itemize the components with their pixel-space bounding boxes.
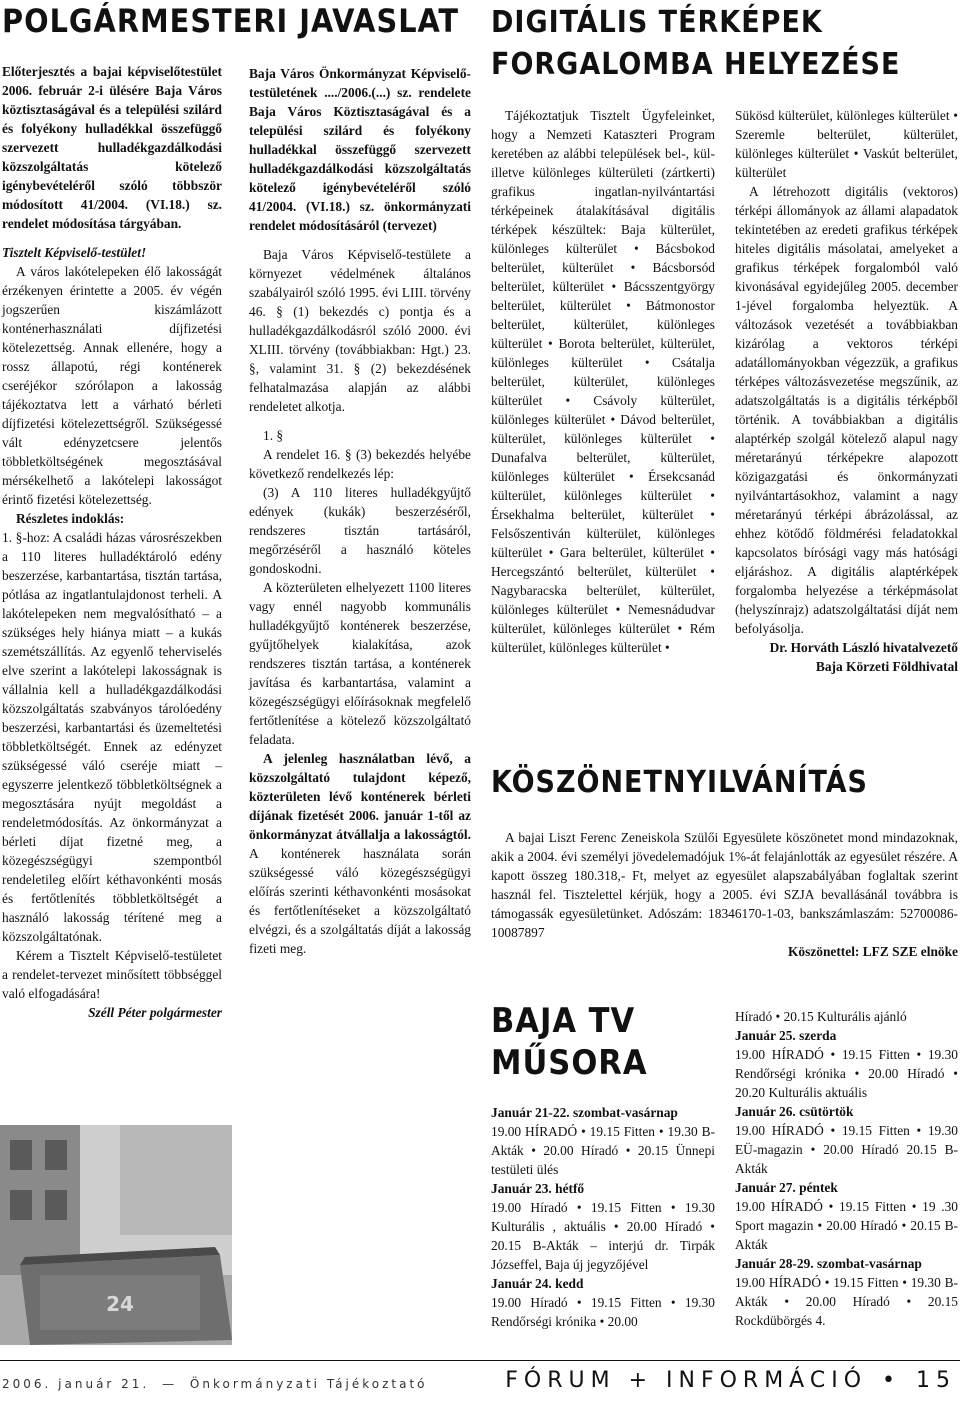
- decree-heading: Baja Város Önkormányzat Képviselő-testületének ..../2006.(...) sz. rendelete Baja Város Köztisztaságával és a települési szilárd és folyékony hulladékkal összefüggő szervezett hulladékgazdálkodási közszolgáltatás kötelező igénybevételéről szóló 41/2004. (VI.18.) sz. önkormányzati rendelet módosításáról (tervezet): [249, 66, 471, 233]
- tv-day: Január 24. kedd: [491, 1276, 584, 1291]
- maps-column-2: [735, 106, 958, 676]
- tv-title: [491, 1000, 648, 1084]
- tv-day: Január 25. szerda: [735, 1028, 837, 1043]
- tv-column-2: [735, 1007, 958, 1330]
- proposal-paragraph: A város lakótelepeken élő lakosságát érzékenyen érintette a 2005. év végén jogszerűen kiszámlázott konténerhasználati díjfizetési kötelezettség. Annak ellenére, hogy a rossz állapotú, régi konténerek cseréjékor szórólapon a lakosság tájékoztatva lett a várható bérleti díjfizetési kötelezettségről. Szükségessé vált edényzetcsere jelentős többletköltségének megosztásával mérsékelhető a lakótelepi lakosságot érintő fizetési kötelezettség.: [2, 264, 222, 507]
- maps-settlements: Sükösd külterület, különleges külterület • Szeremle belterület, külterület, különleges külterület • Vaskút belterület, külterület: [735, 108, 958, 180]
- footer-date: 2006. január 21.: [2, 1377, 150, 1391]
- tv-day: Január 21-22. szombat-vasárnap: [491, 1105, 678, 1120]
- decree-text: A konténerek használata során szükségessé váló közegészségügyi előírás szerinti kéthavonkénti mosásokat és fertőtlenítéseket a közszolgáltató elvégzi, és a szolgáltatás díját a lakosság fizeti meg.: [249, 846, 471, 956]
- footer-brand: FÓRUM + INFORMÁCIÓ: [505, 1368, 868, 1393]
- container-number: 24: [106, 1292, 134, 1316]
- maps-title: [491, 2, 900, 86]
- maps-paragraph: A létrehozott digitális (vektoros) térképi állományok az állami alapadatok tekintetében az eredeti grafikus térképek hiteles digitális másolatai, amelyeket a grafikus térképek forgalomból való kivonásával egyidejűleg 2005. december 1-jével forgalomba helyeztük. A változások vezetését a továbbiakban kizárólag a vektoros térképi adatállományokban végezzük, a grafikus térképes változásvezetése megszűnik, az adatszolgáltatás is a digitális térképből történik. A továbbiakban a digitális alaptérkép szolgál kötelező alapul nagy méretarányú térképekre alapozott közigazgatási és önkormányzati nyilvántartásokhoz, valamint a nagy méretarányú térképi ábrázolással, az ehhez kötődő földmérési feladatokkal kapcsolatos bírósági vagy más hatósági eljáráshoz. A digitális alaptérképek forgalomba helyezése a térképmásolat (helyszínrajz) adatszolgáltatási díját nem befolyásolja.: [735, 184, 958, 636]
- thanks-body: [491, 828, 958, 961]
- tv-programs: 19.00 Híradó • 19.15 Fitten • 19.30 Kulturális , aktuális • 20.00 Híradó • 20.15 B-Akták – interjú dr. Tirpák Józseffel, Baja új jegyzőjével: [491, 1200, 715, 1272]
- tv-programs: Híradó • 20.15 Kulturális ajánló: [735, 1009, 907, 1024]
- footer-bullet: •: [882, 1368, 901, 1393]
- tv-programs: 19.00 Híradó • 19.15 Fitten • 19.30 Rendőrségi krónika • 20.00: [491, 1295, 715, 1329]
- middle-column: [249, 64, 471, 958]
- maps-title-line1: DIGITÁLIS TÉRKÉPEK: [491, 5, 823, 40]
- thanks-paragraph: A bajai Liszt Ferenc Zeneiskola Szülői Egyesülete köszönetet mond mindazoknak, akik a 2004. évi személyi jövedelemadójuk 1%-át felajánlották az egyesület részére. A kapott összeg 180.318,- Ft, melyet az egyesület alapszabályában foglaltak szerint használ fel. Tisztelettel kérjük, hogy a 2005. évi SZJA bevallásánál továbbra is támogassák egyesületünket. Adószám: 18346170-1-03, bankszámlaszám: 52700086-10087897: [491, 830, 958, 940]
- footer: [0, 1360, 960, 1400]
- proposal-paragraph: Kérem a Tisztelt Képviselő-testületet a rendelet-tervezet minősített többséggel való elfogadására!: [2, 948, 222, 1001]
- page-number: 15: [916, 1368, 956, 1393]
- tv-programs: 19.00 HÍRADÓ • 19.15 Fitten • 19.30 B-Akták • 20.00 Híradó • 20.15 Rockdübörgés 4.: [735, 1275, 958, 1328]
- container-photo: [0, 1125, 232, 1345]
- details-heading: Részletes indoklás:: [16, 511, 125, 526]
- decree-bold-text: A jelenleg használatban lévő, a közszolgáltató tulajdont képező, közterületen lévő konténerek bérleti díjának fizetését 2006. január 1-től az önkormányzat átvállalja a lakosságtól.: [249, 751, 471, 842]
- tv-title-line2: MŰSORA: [491, 1043, 648, 1083]
- maps-column-1: [491, 106, 715, 657]
- tv-programs: 19.00 HÍRADÓ • 19.15 Fitten • 19.30 EÜ-magazin • 20.00 Híradó 20.15 B-Akták: [735, 1123, 958, 1176]
- decree-paragraph: A közterületen elhelyezett 1100 literes vagy ennél nagyobb kommunális hulladékgyűjtő konténerek beszerzése, gyűjtőhelyek kialakítása, azok rendszeres tisztán tartása, a konténerek javítása és karbantartása, valamint a közegészségügyi előírásoknak megfelelő fertőtlenítése a kötelező közszolgáltató feladata.: [249, 580, 471, 747]
- decree-paragraph: A rendelet 16. § (3) bekezdés helyébe következő rendelkezés lép:: [249, 447, 471, 481]
- signature: Széll Péter polgármester: [88, 1005, 222, 1020]
- container-photo-graphic: [0, 1125, 232, 1345]
- tv-day: Január 26. csütörtök: [735, 1104, 854, 1119]
- footer-publication: Önkormányzati Tájékoztató: [189, 1377, 428, 1391]
- tv-programs: 19.00 HÍRADÓ • 19.15 Fitten • 19.30 B-Akták • 20.00 Híradó • 20.15 Ünnepi testületi ülés: [491, 1124, 715, 1177]
- tv-day: Január 27. péntek: [735, 1180, 838, 1195]
- tv-title-line1: BAJA TV: [491, 1001, 636, 1041]
- left-section-title: POLGÁRMESTERI JAVASLAT: [2, 2, 459, 40]
- maps-signature-name: Dr. Horváth László hivatalvezető: [769, 640, 958, 655]
- tv-programs: 19.00 HÍRADÓ • 19.15 Fitten • 19.30 Rendőrségi krónika • 20.00 Híradó • 20.20 Kulturális aktuális: [735, 1047, 958, 1100]
- proposal-intro: Előterjesztés a bajai képviselőtestület 2006. február 2-i ülésére Baja Város köztisztaságával és a települési szilárd és folyékony hulladékkal összefüggő szervezett hulladékgazdálkodási közszolgáltatás kötelező igénybevételéről szóló többször módosított 41/2004. (VI.18.) sz. rendelet módosítása tárgyában.: [2, 64, 222, 231]
- tv-day: Január 23. hétfő: [491, 1181, 585, 1196]
- tv-column-1: [491, 1103, 715, 1331]
- footer-dash: —: [162, 1377, 178, 1391]
- maps-paragraph: Tájékoztatjuk Tisztelt Ügyfeleinket, hogy a Nemzeti Kataszteri Program keretében az alábbi települések bel-, kül- illetve különleges külterületi (zártkerti) grafikus ingatlan-nyilvántartási térképeinek átalakításával digitális térképek készültek: Baja külterület, különleges külterület • Bácsbokod belterület, külterület • Bácsborsód belterület, külterület • Bácsszentgyörgy belterület, külterület • Bátmonostor belterület, külterület, különleges külterület • Borota belterület, külterület, különleges külterület • Csátalja belterület, külterület, különleges külterület • Csávoly külterület, különleges külterület • Dávod belterület, külterület, különleges külterület • Dunafalva belterület, külterület, különleges külterület • Érsekcsanád külterület, különleges külterület • Érsekhalma belterület, külterület • Felsőszentiván külterület, különleges külterület • Gara belterület, külterület • Hercegszántó belterület, külterület • Nagybaracska belterület, külterület, különleges külterület • Nemesnádudvar külterület, különleges külterület • Rém külterület, különleges külterület •: [491, 108, 715, 655]
- tv-day: Január 28-29. szombat-vasárnap: [735, 1256, 922, 1271]
- maps-title-line2: FORGALOMBA HELYEZÉSE: [491, 47, 901, 82]
- decree-paragraph: (3) A 110 literes hulladékgyűjtő edények (kukák) beszerzéséről, rendszeres tisztán tartásáról, megőrzéséről a használó köteles gondoskodni.: [249, 485, 471, 576]
- proposal-paragraph: 1. §-hoz: A családi házas városrészekben a 110 literes hulladéktároló edény beszerzése, karbantartása, tisztán tartása, pótlása az ingatlantulajdonost terheli. A lakótelepeken nem megvalósítható – a szükséges hely hiánya miatt – a kukás szemétszállítás. Az egyenlő teherviselés elve szerint a lakótelepi lakosságnak is vállalnia kell a hulladékgazdálkodási közszolgáltatás szabványos tárolóedény beszerzési, karbantartási és üzemeltetési többletköltségét. Ennek az edényzet szükségessé váló cseréje miatt – egyszerre jelentkező többletköltségnek a megosztására nyújt megoldást a rendeletmódosítás. Az önkormányzat a bérleti díjat fizetné meg, a közegészségügyi szempontból rendeletileg előírt kéthavonkénti mosás és fertőtlenítés többletköltségét a használó lakosság térítené meg a közszolgáltatónak.: [2, 530, 222, 944]
- decree-paragraph: Baja Város Képviselő-testülete a környezet védelmének általános szabályairól szóló 1995. évi LIII. törvény 46. § (1) bekezdés c) pontja és a hulladékgazdálkodásról szóló 2000. évi XLIII. törvény (továbbiakban: Hgt.) 23. §, valamint 31. § (2) bekezdésének felhatalmazása alapján az alábbi rendeletet alkotja.: [249, 247, 471, 414]
- section-number: 1. §: [263, 428, 284, 443]
- thanks-title: KÖSZÖNETNYILVÁNÍTÁS: [491, 765, 868, 800]
- tv-programs: 19.00 HÍRADÓ • 19.15 Fitten • 19 .30 Sport magazin • 20.00 Híradó • 20.15 B-Akták: [735, 1199, 958, 1252]
- left-column: [2, 62, 222, 1022]
- maps-signature-office: Baja Körzeti Földhivatal: [815, 659, 958, 674]
- salutation: Tisztelt Képviselő-testület!: [2, 245, 147, 260]
- thanks-signature: Köszönettel: LFZ SZE elnöke: [788, 944, 958, 959]
